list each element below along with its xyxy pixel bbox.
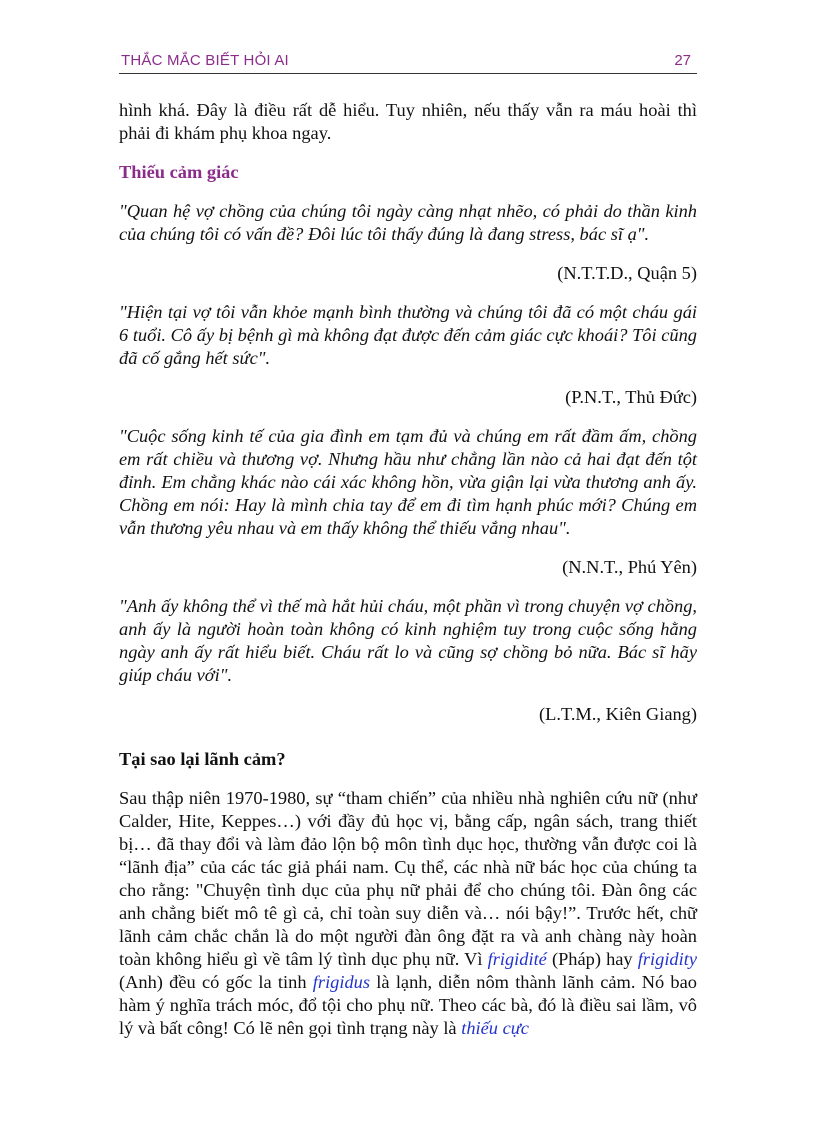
letter-quote: "Quan hệ vợ chồng của chúng tôi ngày càng nhạt nhẽo, có phải do thần kinh của chúng tôi có vấn đề? Đôi lúc tôi thấy đúng là đang stress, bác sĩ ạ". <box>119 201 697 244</box>
running-header <box>119 49 697 74</box>
page-number: 27 <box>674 52 691 69</box>
body-text: Sau thập niên 1970-1980, sự “tham chiến” của nhiều nhà nghiên cứu nữ (như Calder, Hite, Keppes…) với đầy đủ học vị, bằng cấp, ngân sách, trang thiết bị… đã thay đổi và làm đảo lộn bộ môn tình dục học, thường vẫn được coi là “lãnh địa” của các tác giả phái nam. Cụ thể, các nhà nữ bác học của chúng ta cho rằng: "Chuyện tình dục của phụ nữ phải để cho chúng tôi. Đàn ông các anh chẳng biết mô tê gì cả, chỉ toàn suy diễn và… nói bậy!”. Trước hết, chữ lãnh cảm chắc chắn là do một người đàn ông đặt ra và anh chàng này hoàn toàn không hiểu gì về tâm lý tình dục phụ nữ. Vì <box>119 788 697 969</box>
body-text: (Anh) đều có gốc la tinh <box>119 972 307 992</box>
letter-source: (N.T.T.D., Quận 5) <box>557 263 697 283</box>
body-paragraph <box>119 787 697 1040</box>
body-text: (Pháp) hay <box>551 949 633 969</box>
term-frigidite: frigidité <box>487 949 547 969</box>
letter-source: (N.N.T., Phú Yên) <box>562 557 697 577</box>
section-heading-tai-sao-lai-lanh-cam: Tại sao lại lãnh cảm? <box>119 749 286 769</box>
term-frigidus: frigidus <box>312 972 371 992</box>
letter-quote: "Cuộc sống kinh tế của gia đình em tạm đủ và chúng em rất đầm ấm, chồng em rất chiều và thương vợ. Nhưng hầu như chẳng lần nào cả hai đạt đến tột đỉnh. Em chẳng khác nào cái xác không hồn, vừa giận lại vừa thương anh ấy. Chồng em nói: Hay là mình chia tay để em đi tìm hạnh phúc mới? Chúng em vẫn thương yêu nhau và em thấy không thể thiếu vắng nhau". <box>119 426 697 538</box>
body-text: là lạnh, diễn nôm thành lãnh cảm. Nó bao hàm ý nghĩa trách móc, đổ tội cho phụ nữ. Theo các bà, đó là điều sai lầm, vô lý và bất công! Có lẽ nên gọi tình trạng này là <box>119 972 697 1038</box>
term-thieu-cuc: thiếu cực <box>461 1018 529 1038</box>
section-heading-thieu-cam-giac: Thiếu cảm giác <box>119 162 239 182</box>
letter-quote: "Hiện tại vợ tôi vẫn khỏe mạnh bình thường và chúng tôi đã có một cháu gái 6 tuổi. Cô ấy bị bệnh gì mà không đạt được đến cảm giác cực khoái? Tôi cũng đã cố gắng hết sức". <box>119 302 697 368</box>
letter-quote: "Anh ấy không thể vì thế mà hắt hủi cháu, một phần vì trong chuyện vợ chồng, anh ấy là người hoàn toàn không có kinh nghiệm tuy trong cuộc sống hằng ngày anh ấy rất hiểu biết. Cháu rất lo và cũng sợ chồng bỏ nữa. Bác sĩ hãy giúp cháu với". <box>119 596 697 685</box>
letter-source: (P.N.T., Thủ Đức) <box>565 387 697 407</box>
page-body <box>119 99 697 1040</box>
letter-source: (L.T.M., Kiên Giang) <box>539 704 697 724</box>
term-frigidity: frigidity <box>637 949 698 969</box>
intro-paragraph: hình khá. Đây là điều rất dễ hiểu. Tuy nhiên, nếu thấy vẫn ra máu hoài thì phải đi khám phụ khoa ngay. <box>119 100 697 143</box>
running-header-title: THẮC MẮC BIẾT HỎI AI <box>121 52 289 69</box>
